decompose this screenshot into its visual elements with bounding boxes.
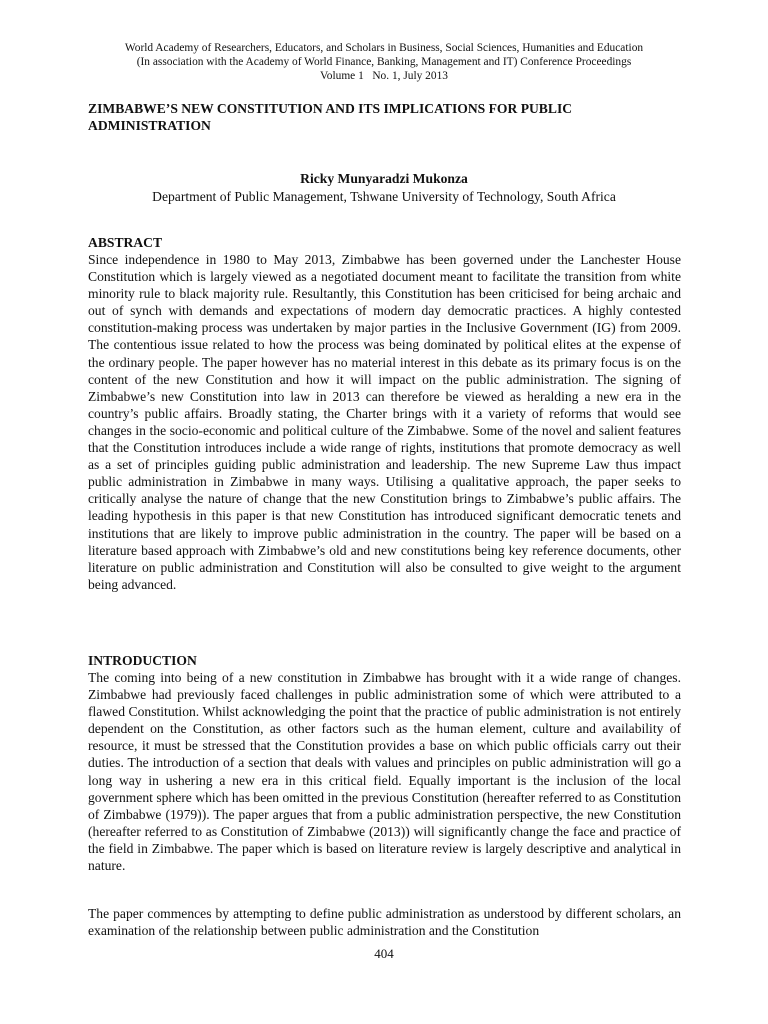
header-line-1: World Academy of Researchers, Educators, and Scholars in Business, Social Sciences, Humanities and Education (124, 42, 644, 54)
introduction-heading: INTRODUCTION (88, 653, 197, 668)
header-line-2: (In association with the Academy of World Finance, Banking, Management and IT) Conference Proceedings (136, 56, 632, 69)
header-line-3: Volume 1 No. 1, July 2013 (320, 70, 448, 83)
proceedings-header (60, 41, 708, 84)
author-block (60, 170, 708, 205)
author-name: Ricky Munyaradzi Mukonza (300, 171, 468, 186)
introduction-paragraph-2: The paper commences by attempting to define public administration as understood by different scholars, an examination of the relationship between public administration and the Constitution (88, 906, 681, 939)
introduction-paragraph-1: The coming into being of a new constitution in Zimbabwe has brought with it a wide range of changes. Zimbabwe had previously faced challenges in public administration some of which were attributed to a flawed Constitution. Whilst acknowledging the point that the practice of public administration is not entirely dependent on the Constitution, as other factors such as the human element, culture and availability of resource, it must be stressed that the Constitution provides a base on which public officials carry out their duties. The introduction of a section that deals with values and principles on public administration will go a long way in ushering a new era in this critical field. Equally important is the inclusion of the local government sphere which has been omitted in the previous Constitution (hereafter referred to as Constitution of Zimbabwe (1979)). The paper argues that from a public administration perspective, the new Constitution (hereafter referred to as Constitution of Zimbabwe (2013)) will significantly change the face and practice of the field in Zimbabwe. The paper which is based on literature review is largely descriptive and analytical in nature. (88, 670, 681, 874)
abstract-text: Since independence in 1980 to May 2013, Zimbabwe has been governed under the Lanchester House Constitution which is largely viewed as a negotiated document meant to facilitate the transition from white minority rule to black majority rule. Resultantly, this Constitution has been criticised for being archaic and out of synch with demands and expectations of modern day democratic practices. A highly contested constitution-making process was undertaken by major parties in the Inclusive Government (IG) from 2009. The contentious issue related to how the process was being dominated by political elites at the expense of the ordinary people. The paper however has no material interest in this debate as its primary focus is on the content of the new Constitution and how it will impact on the public administration. The signing of Zimbabwe’s new Constitution into law in 2013 can therefore be viewed as heralding a new era in the country’s public affairs. Broadly stating, the Charter brings with it a variety of reforms that would see changes in the socio-economic and political culture of the Zimbabwe. Some of the novel and salient features that the Constitution introduces include a wide range of rights, institutions that promote democracy as well as a set of principles guiding public administration and leadership. The new Supreme Law thus impact public administration in Zimbabwe in many ways. Utilising a qualitative approach, the paper seeks to critically analyse the nature of change that the new Constitution brings to Zimbabwe’s public affairs. The leading hypothesis in this paper is that new Constitution has introduced significant democratic tenets and institutions that are likely to improve public administration in the country. The paper will be based on a literature based approach with Zimbabwe’s old and new constitutions being key reference documents, other literature on public administration and Constitution will also be consulted to give weight to the argument being advanced. (88, 252, 681, 592)
author-affiliation: Department of Public Management, Tshwane University of Technology, South Africa (152, 189, 616, 204)
paper-title: ZIMBABWE’S NEW CONSTITUTION AND ITS IMPLICATIONS FOR PUBLIC ADMINISTRATION (88, 101, 573, 133)
page-number: 404 (374, 946, 394, 961)
abstract-heading: ABSTRACT (88, 235, 163, 250)
